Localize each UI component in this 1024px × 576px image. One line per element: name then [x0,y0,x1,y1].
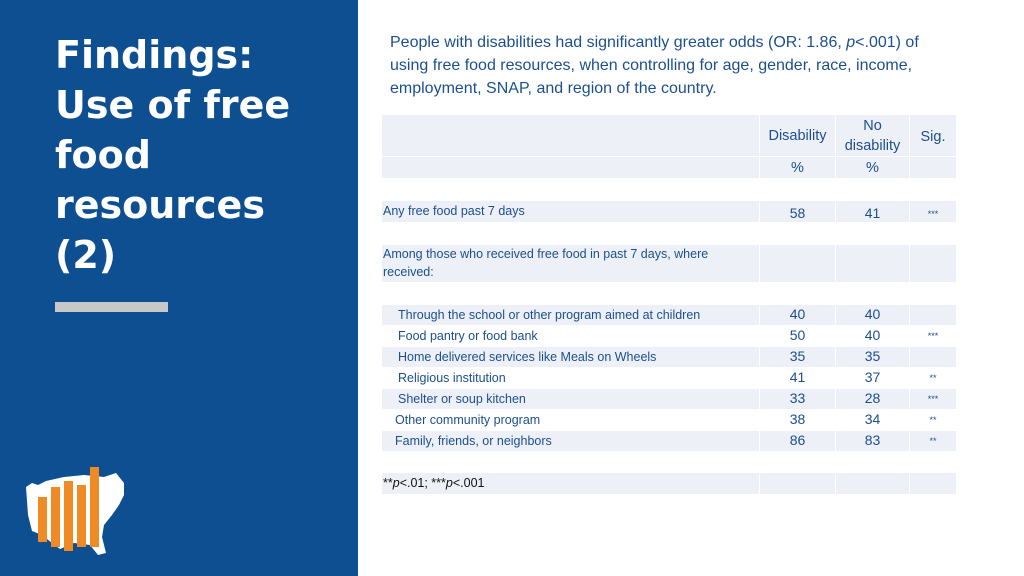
cell [760,368,835,388]
cell [836,368,909,388]
cell [760,179,835,200]
title-panel [0,0,358,576]
cell [760,431,835,451]
cell [836,452,909,472]
value-no-disability: 28 [864,390,881,406]
title-underline [55,302,168,312]
cell [836,326,909,346]
cell [760,201,835,222]
header-row [382,115,956,157]
table-row [382,326,956,347]
cell [382,368,759,388]
cell [760,410,835,430]
intro-line-3: employment, SNAP, and region of the country. [390,80,717,97]
significance-footnote [383,476,485,490]
spacer-row [382,179,956,201]
row-label: Other community program [395,413,541,427]
table-row [382,368,956,389]
slide-title [55,30,345,280]
value-sig: *** [927,209,939,219]
percent-row [382,157,956,179]
cell [910,179,956,200]
header-pct-no-disability: % [866,160,879,176]
cell [760,452,835,472]
cell [910,223,956,244]
value-no-disability: 37 [864,369,881,385]
cell [382,245,759,282]
cell [382,389,759,409]
cell [760,157,835,178]
value-disability: 33 [789,390,806,406]
title-line: (2) [55,233,117,277]
intro-paragraph [390,31,1000,100]
value-sig: *** [927,394,939,404]
cell [760,326,835,346]
intro-text: People with disabilities had significantly greater odds (OR: 1.86, [390,34,847,51]
footnote-p-symbol: p [445,476,453,490]
cell [910,452,956,472]
cell [760,473,835,494]
table-row [382,389,956,410]
footnote-text: <.01; *** [399,476,446,490]
cell [910,157,956,178]
cell [760,305,835,325]
row-label: Food pantry or food bank [398,329,538,343]
cell [836,245,909,282]
intro-line-1 [390,31,1000,54]
header-cell-disability [760,115,835,156]
value-sig: ** [929,436,937,446]
cell [836,347,909,367]
footnote-p-symbol: p [392,476,400,490]
footnote-row [382,473,956,495]
cell [382,452,759,472]
header-cell-no-disability [836,115,909,156]
cell [382,326,759,346]
row-label: Family, friends, or neighbors [395,434,552,448]
cell [910,305,956,325]
value-no-disability: 40 [864,327,881,343]
table-row [382,431,956,452]
cell [836,410,909,430]
header-no-disability-line1: No [863,118,882,134]
header-sig: Sig. [920,129,946,145]
cell [382,431,759,451]
cell [910,473,956,494]
title-line: Findings: [55,33,254,77]
footnote-text: <.001 [452,476,485,490]
cell [910,245,956,282]
header-cell-sig [910,115,956,156]
section-row [382,245,956,283]
value-disability: 86 [789,432,806,448]
cell [836,305,909,325]
row-label: Any free food past 7 days [383,204,525,218]
cell [382,305,759,325]
logo-icon [24,465,134,560]
header-cell-label [382,115,759,156]
value-sig: ** [929,415,937,425]
spacer-row [382,452,956,473]
section-label-line2: received: [383,265,434,279]
row-label: Home delivered services like Meals on Wheels [398,350,657,364]
cell [382,473,759,494]
value-sig: *** [927,331,939,341]
value-no-disability: 41 [864,205,881,221]
cell [910,410,956,430]
table-row [382,305,956,326]
cell [836,179,909,200]
cell [760,389,835,409]
row-label: Through the school or other program aimed at children [398,308,701,322]
header-disability: Disability [768,128,827,144]
cell [910,283,956,304]
intro-line-2: using free food resources, when controlling for age, gender, race, income, [390,57,913,74]
header-no-disability-line2: disability [844,138,901,154]
value-no-disability: 40 [864,306,881,322]
value-disability: 38 [789,411,806,427]
results-table [382,115,956,495]
value-disability: 35 [789,348,806,364]
table-row [382,347,956,368]
value-no-disability: 35 [864,348,881,364]
cell [382,179,759,200]
cell [910,368,956,388]
value-disability: 41 [789,369,806,385]
cell [836,283,909,304]
header-pct-disability: % [791,160,804,176]
spacer-row [382,283,956,305]
cell [836,223,909,244]
value-disability: 40 [789,306,806,322]
cell [760,245,835,282]
cell [382,347,759,367]
row-label: Religious institution [398,371,506,385]
cell [910,326,956,346]
spacer-row [382,223,956,245]
value-no-disability: 83 [864,432,881,448]
cell [382,283,759,304]
cell [760,223,835,244]
cell [910,201,956,222]
cell [382,223,759,244]
cell [382,410,759,430]
cell [910,347,956,367]
row-label: Shelter or soup kitchen [398,392,526,406]
intro-p-symbol: p [846,34,856,51]
title-line: resources [55,183,265,227]
table-row [382,410,956,431]
cell [836,473,909,494]
title-line: food [55,133,151,177]
cell [836,201,909,222]
cell [836,389,909,409]
cell [382,201,759,222]
footnote-text: ** [383,476,393,490]
intro-text: <.001) of [855,34,919,51]
cell [760,347,835,367]
value-no-disability: 34 [864,411,881,427]
cell [760,283,835,304]
value-disability: 50 [789,327,806,343]
cell [836,431,909,451]
cell [910,431,956,451]
cell [836,157,909,178]
value-sig: ** [929,373,937,383]
title-line: Use of free [55,83,291,127]
cell [382,157,759,178]
section-label-line1: Among those who received free food in past 7 days, where [383,247,709,261]
value-disability: 58 [789,205,806,221]
cell [910,389,956,409]
table-row [382,201,956,223]
